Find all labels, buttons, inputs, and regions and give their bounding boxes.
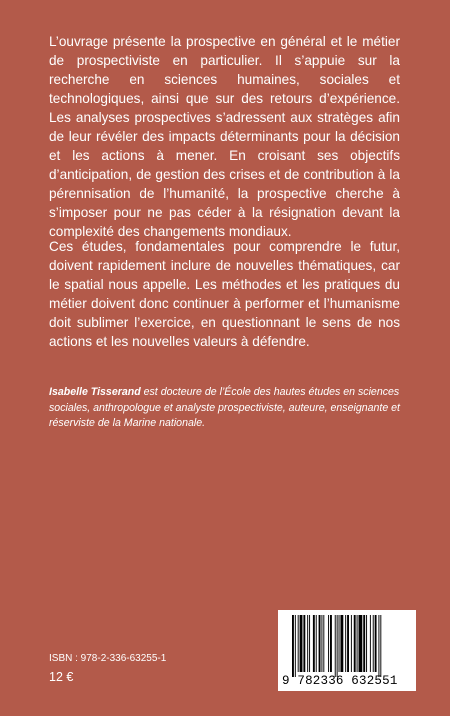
author-name: Isabelle Tisserand xyxy=(49,386,141,398)
author-bio-text: est docteure de l’École des hautes études en sciences sociales, anthropologue et analyste prospectiviste, auteure, enseignante et réserviste de la Marine nationale. xyxy=(49,386,401,429)
isbn-label: ISBN : 978-2-336-63255-1 xyxy=(49,653,167,664)
barcode-digits: 9 782336 632551 xyxy=(282,674,398,688)
barcode xyxy=(278,610,416,691)
author-bio xyxy=(49,385,405,432)
summary-paragraph-2: Ces études, fondamentales pour comprendre le futur, doivent rapidement inclure de nouvelles thématiques, car le spatial nous appelle. Les méthodes et les pratiques du métier doivent donc continuer à performer et l’humanisme doit sublimer l’exercice, en questionnant le sens de nos actions et les nouvelles valeurs à défendre. xyxy=(49,239,400,349)
summary-paragraph-1: L’ouvrage présente la prospective en général et le métier de prospectiviste en particulier. Il s’appuie sur la recherche en sciences humaines, sociales et technologiques, ainsi que sur des retours d’expérience. Les analyses prospectives s’adressent aux stratèges afin de leur révéler des impacts déterminants pour la décision et les actions à mener. En croisant ses objectifs d’anticipation, de gestion des crises et de contribution à la pérennisation de l’humanité, la prospective cherche à s’imposer pour ne pas céder à la résignation devant la complexité des changements mondiaux. xyxy=(49,34,400,239)
price-label: 12 € xyxy=(49,670,74,684)
